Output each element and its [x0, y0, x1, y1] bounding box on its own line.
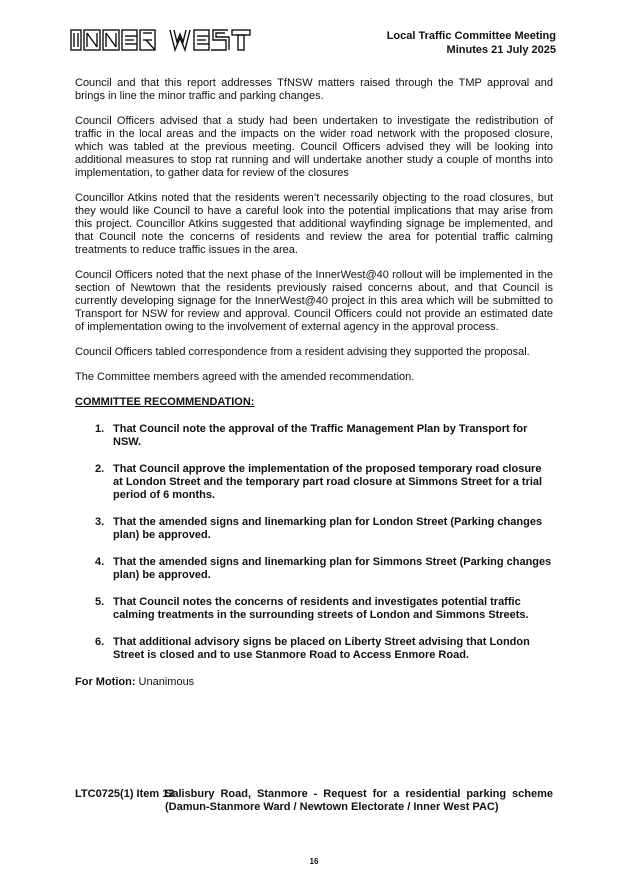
recommendation-heading: COMMITTEE RECOMMENDATION: [75, 396, 255, 408]
recommendation-item [75, 516, 553, 542]
item-number: 1. [95, 423, 105, 435]
item-text: That the amended signs and linemarking plan for Simmons Street (Parking changes plan) be approved. [113, 556, 552, 581]
paragraph: Council Officers noted that the next phase of the InnerWest@40 rollout will be implemented in the section of Newtown that the residents previously raised concerns about, and that Council is currently developing signage for the InnerWest@40 project in this area which will be submitted to Transport for NSW for review and approval. Council Officers could not provide an estimated date of implementation owing to the involvement of external agency in the approval process. [75, 269, 553, 333]
page-header [70, 26, 556, 60]
recommendation-list [75, 423, 553, 662]
inner-west-logo-icon [70, 26, 270, 54]
minutes-date: Minutes 21 July 2025 [446, 44, 556, 56]
inner-west-logo [70, 26, 270, 54]
header-meeting-info [387, 29, 556, 57]
paragraph: Council Officers tabled correspondence from a resident advising they supported the proposal. [75, 346, 530, 358]
recommendation-item [75, 556, 553, 582]
meeting-title: Local Traffic Committee Meeting [386, 30, 556, 42]
paragraph: Council Officers advised that a study had been undertaken to investigate the redistribution of traffic in the local areas and the impacts on the wider road network with the proposed closure, which was tabled at the previous meeting. Council Officers advised they will be looking into additional measures to stop rat running and will undertake another study a couple of months into implementation, to gather data for review of the closures [75, 115, 553, 179]
paragraph: Councillor Atkins noted that the residents weren’t necessarily objecting to the road closures, but they would like Council to have a careful look into the potential implications that may arise from this project. Councillor Atkins suggested that additional wayfinding signage be implemented, and that Council note the concerns of residents and review the area for potential traffic calming treatments to reduce traffic issues in the area. [75, 192, 553, 256]
item-text: That Council notes the concerns of residents and investigates potential traffic calming treatments in the surrounding streets of London and Simmons Streets. [113, 596, 529, 621]
item-text: That Council approve the implementation of the proposed temporary road closure at London Street and the temporary part road closure at Simmons Street for a trial period of 6 months. [113, 463, 543, 501]
minutes-body [75, 77, 553, 689]
paragraph: Council and that this report addresses TfNSW matters raised through the TMP approval and brings in line the minor traffic and parking changes. [75, 77, 553, 102]
item-number: 3. [95, 516, 105, 528]
recommendation-item [75, 636, 553, 662]
item-reference: LTC0725(1) Item 13 [75, 788, 175, 800]
motion-value: Unanimous [138, 676, 195, 688]
next-agenda-item [75, 788, 553, 814]
recommendation-item [75, 423, 553, 449]
item-number: 6. [95, 636, 105, 648]
motion-label: For Motion: [75, 676, 136, 688]
item-text: That the amended signs and linemarking plan for London Street (Parking changes plan) be approved. [113, 516, 543, 541]
item-number: 4. [95, 556, 105, 568]
item-text: That additional advisory signs be placed on Liberty Street advising that London Street is closed and to use Stanmore Road to Access Enmore Road. [113, 636, 530, 661]
item-number: 2. [95, 463, 105, 475]
motion-result [75, 676, 553, 689]
item-text: That Council note the approval of the Traffic Management Plan by Transport for NSW. [113, 423, 528, 448]
recommendation-item [75, 596, 553, 622]
item-number: 5. [95, 596, 105, 608]
page-number: 16 [309, 857, 319, 866]
recommendation-item [75, 463, 553, 502]
item-title: Salisbury Road, Stanmore - Request for a residential parking scheme (Damun-Stanmore Ward / Newtown Electorate / Inner West PAC) [165, 788, 553, 813]
paragraph: The Committee members agreed with the amended recommendation. [75, 371, 415, 383]
